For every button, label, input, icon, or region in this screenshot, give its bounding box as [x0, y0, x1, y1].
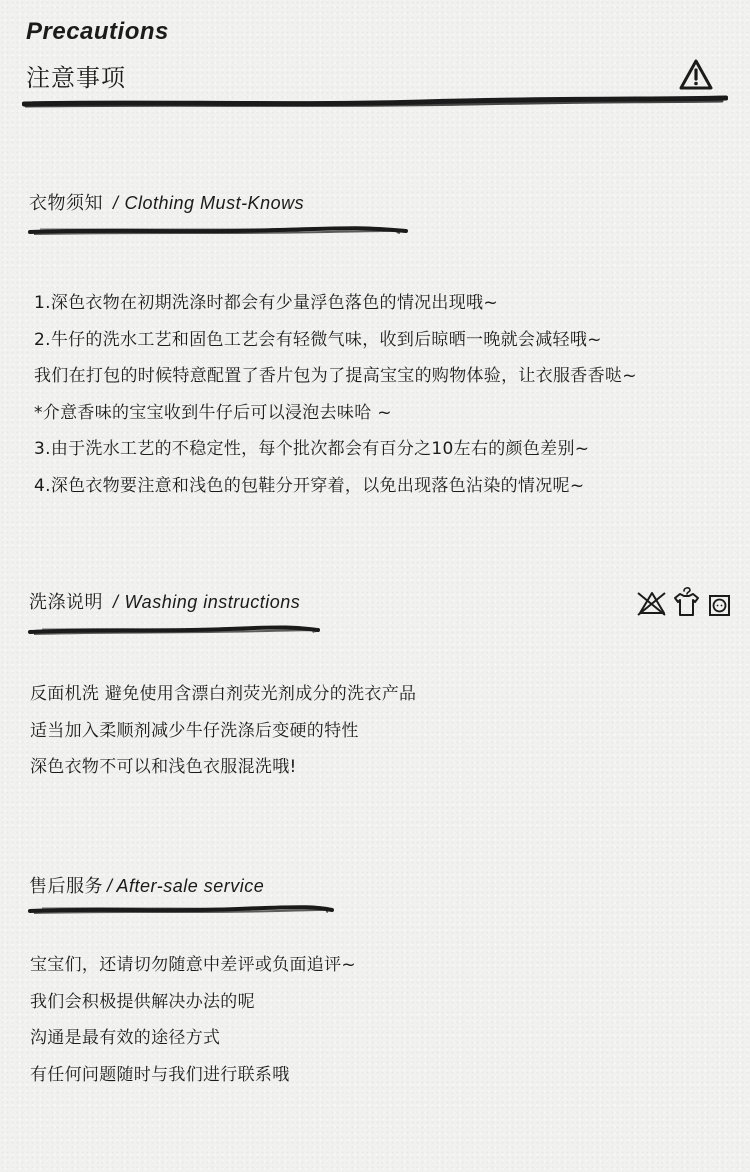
- warning-triangle-icon: [678, 58, 714, 92]
- page-title-cn: 注意事项: [26, 64, 126, 92]
- section-title-separator: /: [107, 876, 113, 896]
- do-not-bleach-icon: [638, 593, 665, 615]
- section-underline-clothing: [28, 224, 408, 238]
- list-item: 2.牛仔的洗水工艺和固色工艺会有轻微气味，收到后晾晒一晚就会减轻哦~: [34, 329, 602, 350]
- tumble-dry-icon: [710, 596, 729, 615]
- clothing-notes-list: [34, 285, 637, 504]
- list-item: 我们在打包的时候特意配置了香片包为了提高宝宝的购物体验，让衣服香香哒~: [34, 366, 637, 386]
- section-title-en: Clothing Must-Knows: [124, 193, 305, 213]
- section-title-en: Washing instructions: [124, 592, 301, 612]
- section-underline-washing: [28, 623, 320, 637]
- page-title-en: Precautions: [26, 18, 169, 45]
- section-title-en: After-sale service: [116, 876, 265, 896]
- washing-notes-list: [30, 676, 416, 786]
- aftersale-notes-list: [30, 947, 356, 1093]
- list-item: 反面机洗 避免使用含漂白剂荧光剂成分的洗衣产品: [30, 684, 417, 704]
- section-title-separator: /: [113, 592, 119, 612]
- care-symbols: [636, 585, 736, 619]
- list-item: 我们会积极提供解决办法的呢: [30, 991, 255, 1012]
- list-item: 适当加入柔顺剂减少牛仔洗涤后变硬的特性: [30, 720, 359, 741]
- list-item: 4.深色衣物要注意和浅色的包鞋分开穿着，以免出现落色沾染的情况呢~: [34, 475, 585, 496]
- section-title-washing: [29, 588, 300, 614]
- header-underline: [22, 92, 728, 114]
- list-item: 沟通是最有效的途径方式: [30, 1028, 221, 1048]
- list-item: *介意香味的宝宝收到牛仔后可以浸泡去味哈 ~: [34, 402, 392, 423]
- section-title-separator: /: [113, 193, 119, 213]
- hang-dry-shirt-icon: [675, 588, 698, 615]
- list-item: 3.由于洗水工艺的不稳定性，每个批次都会有百分之10左右的颜色差别~: [34, 439, 590, 459]
- section-title-aftersale: [29, 872, 264, 898]
- section-title-cn: 洗涤说明: [29, 592, 103, 613]
- list-item: 宝宝们，还请切勿随意中差评或负面追评~: [30, 955, 356, 975]
- list-item: 深色衣物不可以和浅色衣服混洗哦!: [30, 757, 297, 777]
- section-underline-aftersale: [28, 903, 334, 917]
- list-item: 有任何问题随时与我们进行联系哦: [30, 1064, 290, 1085]
- section-title-cn: 衣物须知: [29, 193, 103, 214]
- section-title-clothing: [29, 189, 304, 215]
- section-title-cn: 售后服务: [29, 876, 103, 897]
- list-item: 1.深色衣物在初期洗涤时都会有少量浮色落色的情况出现哦~: [34, 293, 498, 313]
